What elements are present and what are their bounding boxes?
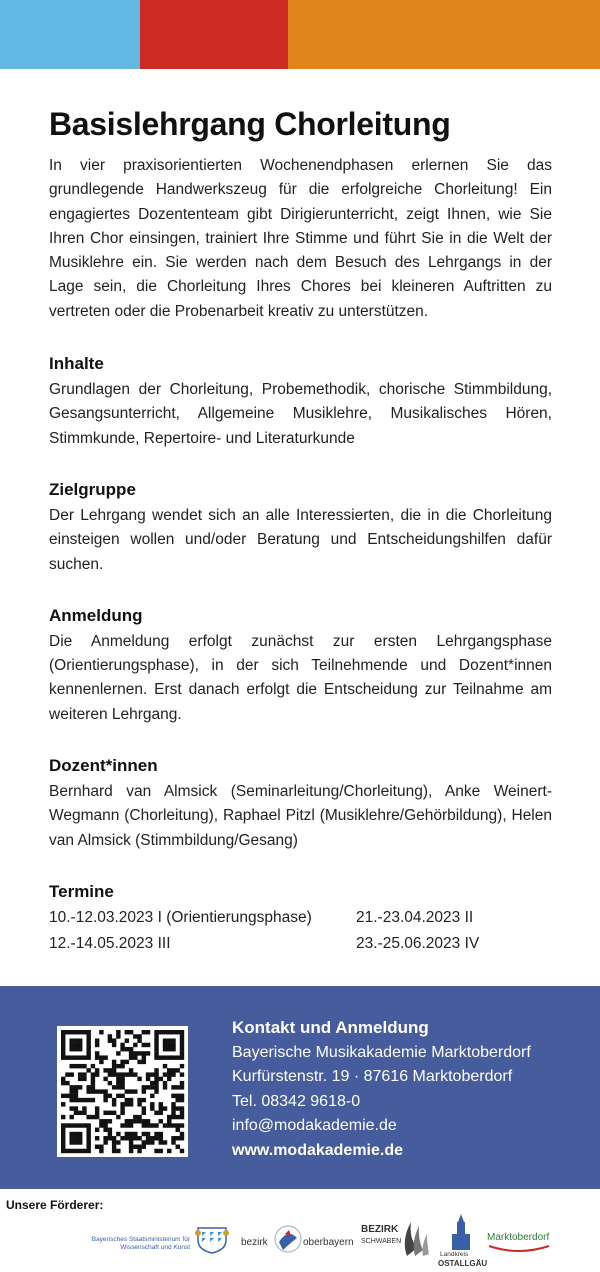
stripe-orange [288,0,600,69]
contact-block [232,1016,582,1163]
ministry-line1: Bayerisches Staatsministerium für [91,1236,190,1243]
section-text: Bernhard van Almsick (Seminarleitung/Chorleitung), Anke Weinert-Wegmann (Chorleitung), Raphael Pitzl (Musiklehre/Gehörbildung), Helen van Almsick (Stimmbildung/Gesang) [49,783,552,849]
ostallgaeu-tower-icon [448,1214,474,1250]
bezirk-ob-text-b: oberbayern [303,1237,354,1248]
section-dozenten [49,754,552,853]
stripe-blue [0,0,140,69]
color-stripe-bar [0,0,600,69]
section-heading: Anmeldung [49,605,143,625]
contact-heading: Kontakt und Anmeldung [232,1018,429,1037]
section-heading: Inhalte [49,354,104,374]
section-heading: Zielgruppe [49,479,136,499]
page-title: Basislehrgang Chorleitung [49,106,451,142]
contact-website[interactable]: www.modakademie.de [232,1141,404,1159]
bezirk-oberbayern-logo [241,1234,357,1256]
sponsor-logos [0,1212,600,1272]
qr-code-graphic [57,1026,188,1157]
main-content [49,104,552,957]
section-inhalte [49,352,552,451]
marktoberdorf-arc-icon [487,1244,551,1254]
date-item: 12.-14.05.2023 III [49,935,171,953]
section-heading: Termine [49,881,114,901]
contact-email[interactable]: info@modakademie.de [232,1117,397,1134]
date-item: 10.-12.03.2023 I (Orientierungsphase) [49,908,312,926]
landkreis-text-b: OSTALLGÄU [438,1259,488,1268]
bavarian-crest-icon [194,1224,230,1254]
dates-grid [49,906,552,957]
bezirk-ob-text-a: bezirk [241,1237,268,1248]
qr-code[interactable] [57,1026,188,1157]
section-text: Grundlagen der Chorleitung, Probemethodik, chorische Stimmbildung, Gesangsunterricht, Allgemeine Musiklehre, Musikalisches Hören, Stimmkunde, Repertoire- und Literaturkunde [49,381,552,447]
contact-phone[interactable]: Tel. 08342 9618-0 [232,1092,361,1110]
sponsors-label: Unsere Förderer: [6,1198,104,1212]
schwaben-flame-icon [401,1220,431,1258]
section-heading: Dozent*innen [49,756,158,776]
date-item: 21.-23.04.2023 II [356,908,474,926]
landkreis-ostallgaeu-logo [438,1214,486,1272]
landkreis-text-a: Landkreis [440,1251,469,1258]
bezirk-schwaben-text-b: SCHWABEN [361,1238,402,1245]
section-text: Der Lehrgang wendet sich an alle Interessierten, die in die Chorleitung einsteigen wollen und/oder Beratung und Entscheidungshilfen dafür suchen. [49,506,552,573]
marktoberdorf-text: Marktoberdorf [487,1232,550,1243]
contact-org: Bayerische Musikakademie Marktoberdorf [232,1043,531,1061]
intro-text: In vier praxisorientierten Wochenendphasen erlernen Sie das grundlegende Handwerkszeug für die erfolgreiche Chorleitung! Ein engagiertes Dozententeam gibt Dirigierunterricht, zeigt Ihnen, wie Sie Ihren Chor einsingen, trainiert Ihre Stimme und führt Sie in die Welt der Musiklehre ein. Sie werden nach dem Besuch des Lehrgangs in der Lage sein, die Chorleitung Ihres Chores bei kleineren Auftritten zu vertreten oder die Probenarbeit kreativ zu unterstützen. [49,157,552,320]
contact-address: Kurfürstenstr. 19 · 87616 Marktoberdorf [232,1068,513,1085]
date-item: 23.-25.06.2023 IV [356,935,480,953]
bezirk-schwaben-text-a: BEZIRK [361,1224,399,1235]
ministry-line2: Wissenschaft und Kunst [120,1244,190,1251]
oberbayern-mark-icon [273,1224,303,1254]
marktoberdorf-logo [487,1224,551,1254]
section-termine [49,880,552,957]
bezirk-schwaben-logo [361,1220,433,1260]
section-zielgruppe [49,478,552,577]
stripe-red [140,0,288,69]
ministry-logo [80,1236,190,1252]
section-text: Die Anmeldung erfolgt zunächst zur ersten Lehrgangsphase (Orientierungsphase), in der sich Teilnehmende und Dozent*innen kennenlernen. Erst danach erfolgt die Entscheidung zur Teilnahme am weiteren Lehrgang. [49,632,552,723]
section-anmeldung [49,604,552,727]
contact-footer [0,986,600,1189]
